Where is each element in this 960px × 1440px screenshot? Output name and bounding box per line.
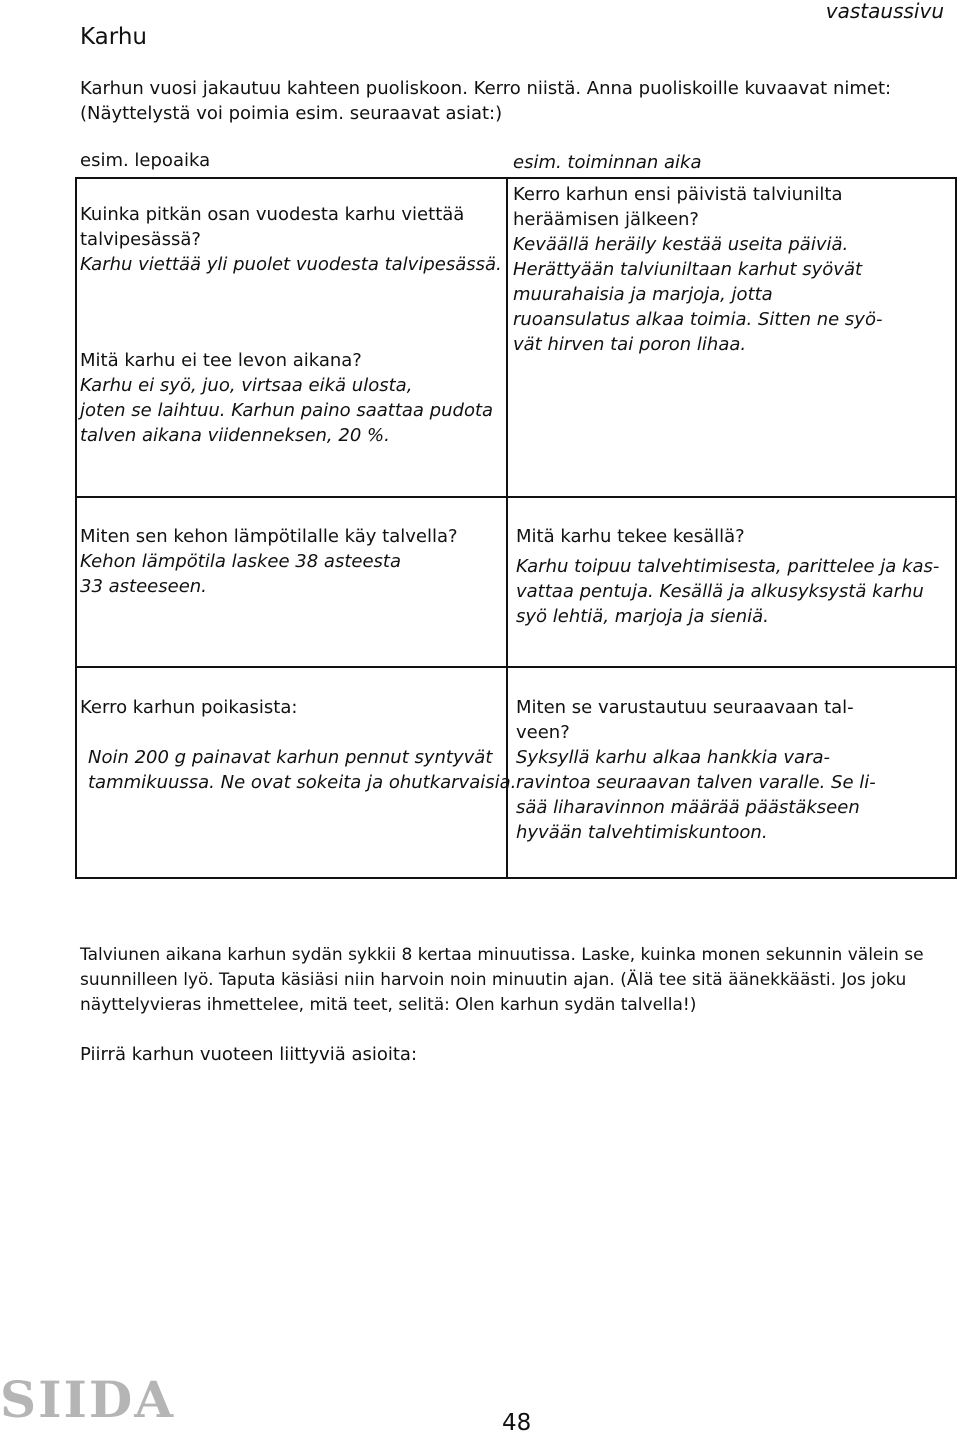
temperature-answer-line: Kehon lämpötila laskee 38 asteesta bbox=[80, 551, 402, 572]
summer-answer-line: syö lehtiä, marjoja ja sieniä. bbox=[516, 606, 769, 627]
preparation-question-line: Miten se varustautuu seuraavaan tal- bbox=[516, 697, 854, 718]
preparation-answer bbox=[516, 745, 876, 845]
rest-answer-2-line: Karhu ei syö, juo, virtsaa eikä ulosta, bbox=[80, 375, 413, 396]
page-number: 48 bbox=[502, 1410, 532, 1436]
cubs-question-line: Kerro karhun poikasista: bbox=[80, 697, 298, 718]
rest-question-2 bbox=[80, 348, 362, 373]
summer-answer-line: vattaa pentuja. Kesällä ja alkusyksystä karhu bbox=[516, 581, 924, 602]
preparation-question bbox=[516, 695, 854, 745]
temperature-question-line: Miten sen kehon lämpötilalle käy talvella? bbox=[80, 526, 458, 547]
rest-answer-2 bbox=[80, 373, 493, 448]
preparation-answer-line: Syksyllä karhu alkaa hankkia vara- bbox=[516, 747, 830, 768]
heart-rate-line: näyttelyvieras ihmettelee, mitä teet, selitä: Olen karhun sydän talvella!) bbox=[80, 995, 697, 1015]
active-question bbox=[513, 182, 843, 232]
rest-answer-1-line: Karhu viettää yli puolet vuodesta talvipesässä. bbox=[80, 254, 502, 275]
preparation-question-line: veen? bbox=[516, 722, 570, 743]
active-answer-line: muurahaisia ja marjoja, jotta bbox=[513, 284, 773, 305]
rest-period-label: esim. lepoaika bbox=[80, 150, 211, 171]
rest-question-2-line: Mitä karhu ei tee levon aikana? bbox=[80, 350, 362, 371]
temperature-answer-line: 33 asteeseen. bbox=[80, 576, 207, 597]
active-answer-line: Keväällä heräily kestää useita päiviä. bbox=[513, 234, 849, 255]
rest-answer-2-line: talven aikana viidenneksen, 20 %. bbox=[80, 425, 390, 446]
cubs-answer-line: Noin 200 g painavat karhun pennut syntyvät bbox=[88, 747, 493, 768]
rest-question-1 bbox=[80, 202, 464, 252]
intro-line-2: (Näyttelystä voi poimia esim. seuraavat asiat:) bbox=[80, 103, 503, 124]
page-title: Karhu bbox=[80, 24, 147, 50]
rest-question-1-line: talvipesässä? bbox=[80, 229, 201, 250]
rest-question-1-line: Kuinka pitkän osan vuodesta karhu viettää bbox=[80, 204, 465, 225]
summer-answer bbox=[516, 554, 939, 629]
temperature-question bbox=[80, 524, 458, 549]
rest-answer-1 bbox=[80, 252, 502, 277]
active-answer-line: ruoansulatus alkaa toimia. Sitten ne syö- bbox=[513, 309, 883, 330]
temperature-answer bbox=[80, 549, 401, 599]
preparation-answer-line: sää liharavinnon määrää päästäkseen bbox=[516, 797, 860, 818]
siida-logo: SIIDA bbox=[0, 1370, 176, 1429]
heart-rate-paragraph bbox=[80, 943, 960, 1018]
preparation-answer-line: ravintoa seuraavan talven varalle. Se li- bbox=[516, 772, 876, 793]
summer-answer-line: Karhu toipuu talvehtimisesta, parittelee ja kas- bbox=[516, 556, 940, 577]
answer-page-tag: vastaussivu bbox=[825, 0, 944, 23]
active-answer-line: vät hirven tai poron lihaa. bbox=[513, 334, 747, 355]
active-question-line: heräämisen jälkeen? bbox=[513, 209, 699, 230]
table-horizontal-divider-1 bbox=[75, 496, 957, 498]
summer-question bbox=[516, 524, 745, 549]
active-question-line: Kerro karhun ensi päivistä talviunilta bbox=[513, 184, 843, 205]
heart-rate-line: suunnilleen lyö. Taputa käsiäsi niin harvoin noin minuutin ajan. (Älä tee sitä äänekkäästi. Jos joku bbox=[80, 970, 907, 990]
table-horizontal-divider-2 bbox=[75, 666, 957, 668]
intro-line-1: Karhun vuosi jakautuu kahteen puoliskoon. Kerro niistä. Anna puoliskoille kuvaavat nimet: bbox=[80, 78, 892, 99]
active-answer bbox=[513, 232, 882, 357]
cubs-question bbox=[80, 695, 297, 720]
rest-answer-2-line: joten se laihtuu. Karhun paino saattaa pudota bbox=[80, 400, 494, 421]
summer-question-line: Mitä karhu tekee kesällä? bbox=[516, 526, 745, 547]
heart-rate-line: Talviunen aikana karhun sydän sykkii 8 kertaa minuutissa. Laske, kuinka monen sekunnin välein se bbox=[80, 945, 924, 965]
active-answer-line: Herättyään talviuniltaan karhut syövät bbox=[513, 259, 863, 280]
cubs-answer-line: tammikuussa. Ne ovat sokeita ja ohutkarvaisia. bbox=[88, 772, 517, 793]
active-period-label: esim. toiminnan aika bbox=[513, 152, 702, 173]
preparation-answer-line: hyvään talvehtimiskuntoon. bbox=[516, 822, 768, 843]
draw-prompt: Piirrä karhun vuoteen liittyviä asioita: bbox=[80, 1044, 418, 1065]
cubs-answer bbox=[88, 745, 516, 795]
